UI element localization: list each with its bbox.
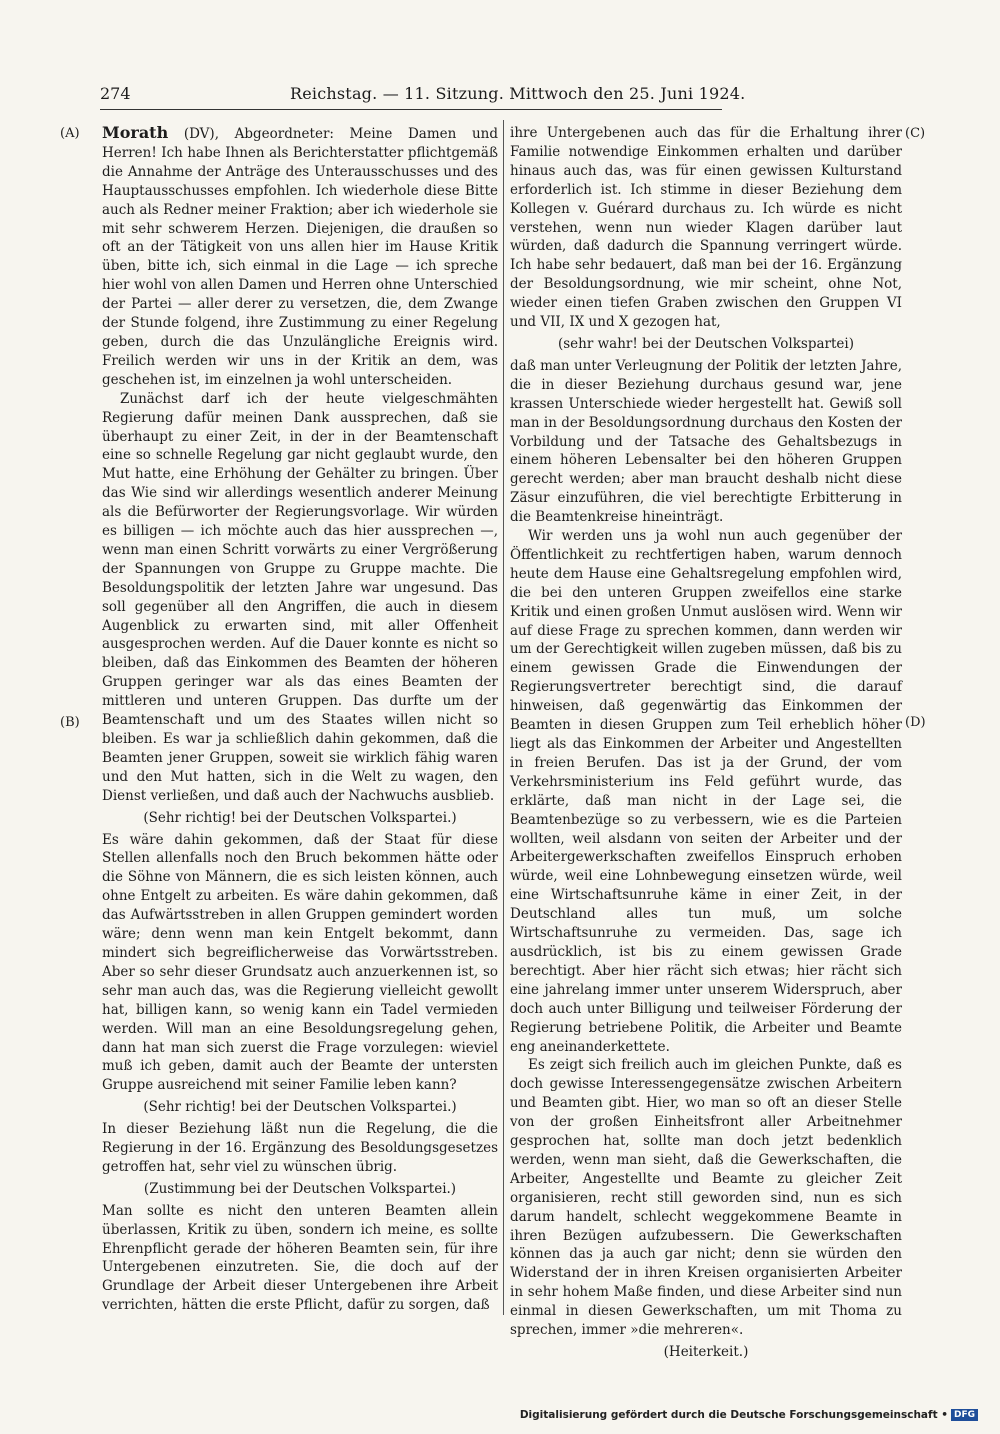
dfg-logo: DFG — [951, 1409, 978, 1421]
interjection: (Heiterkeit.) — [663, 1344, 749, 1360]
margin-marker-d: (D) — [905, 715, 926, 730]
speech-paragraph: Man sollte es nicht den unteren Beamten allein überlassen, Kritik zu üben, sondern ich meine, es sollte Ehrenpflicht gerade der höheren Beamten sein, für ihre Untergebenen einzutreten. Sie, die doch auf der Grundlage der Arbeit dieser Untergebenen ihre Arbeit verrichten, hätten die erste Pflicht, dafür zu sorgen, daß — [102, 1202, 498, 1314]
interjection: (Sehr richtig! bei der Deutschen Volkspartei.) — [143, 1099, 457, 1116]
page-number: 274 — [100, 84, 131, 103]
speech-paragraph: ihre Untergebenen auch das für die Erhaltung ihrer Familie notwendige Einkommen erhalten und darüber hinaus auch das, was für einen gewissen Kulturstand erforderlich ist. Ich stimme in dieser Beziehung dem Kollegen v. Guérard durchaus zu. Ich würde es nicht verstehen, wenn nun wieder Klagen darüber laut würden, daß dadurch die Spannung verringert würde. Ich habe sehr bedauert, daß man bei der 16. Ergänzung der Besoldungsordnung, wie mir scheint, ohne Not, wieder einen tiefen Graben zwischen den Gruppen VI und VII, IX und X gezogen hat, — [510, 125, 902, 331]
interjection: (Sehr richtig! bei der Deutschen Volkspartei.) — [143, 809, 457, 826]
left-column — [102, 124, 498, 1315]
speech-paragraph: Zunächst darf ich der heute vielgeschmähten Regierung dafür meinen Dank aussprechen, daß sie überhaupt zu einer Zeit, in der in der Beamtenschaft eine so schnelle Regelung gar nicht geglaubt wurde, den Mut hatte, eine Erhöhung der Gehälter zu bringen. Über das Wie sind wir allerdings wesentlich anderer Meinung als die Befürworter der Regierungsvorlage. Wir würden es billigen — ich möchte auch das hier aussprechen —, wenn man einen Schritt vorwärts zu einer Vergrößerung der Spannungen von Gruppe zu Gruppe machte. Die Besoldungspolitik der letzten Jahre war ungesund. Das soll gegenüber all den Angriffen, die auch in diesem Augenblick zu erwarten sind, mit aller Offenheit ausgesprochen werden. Auf die Dauer konnte es nicht so bleiben, daß das Einkommen des Beamten der höheren Gruppen geringer war als das eines Beamten der mittleren und unteren Gruppen. Das durfte um der Beamtenschaft und um des Staates willen nicht so bleiben. Es war ja schließlich dahin gekommen, daß die Beamten jener Gruppen, soweit sie wirklich fähig waren und den Mut hatten, sich in die Welt zu wagen, den Dienst verließen, und daß auch der Nachwuchs ausblieb. — [102, 390, 498, 804]
margin-marker-a: (A) — [60, 126, 80, 141]
speech-paragraph: Es wäre dahin gekommen, daß der Staat für diese Stellen allenfalls noch den Bruch bekommen hätte oder die Söhne von Männern, die es sich leisten können, auch ohne Entgelt zu arbeiten. Es wäre dahin gekommen, daß das Aufwärtsstreben in allen Gruppen gemindert worden wäre; denn wenn man kein Entgelt bekommt, dann mindert sich begreiflicherweise das Vorwärtsstreben. Aber so sehr dieser Grundsatz auch anzuerkennen ist, so sehr man auch das, was die Regierung vielleicht gewollt hat, billigen kann, so wenig kann ein Tadel vermieden werden. Will man an eine Besoldungsregelung gehen, dann hat man sich zuerst die Frage vorzulegen: wieviel muß ich geben, damit auch der Beamte der untersten Gruppe ausreichend mit seiner Familie leben kann? — [102, 831, 498, 1094]
footer-credit — [520, 1409, 978, 1421]
speech-paragraph: daß man unter Verleugnung der Politik der letzten Jahre, die in dieser Beziehung durchaus gesund war, jene krassen Unterschiede wieder hergestellt hat. Gewiß soll man in der Besoldungsordnung durchaus den Kosten der Vorbildung und der Tatsache des Gehaltsbezugs in einem höheren Lebensalter bei den höheren Gruppen gerecht werden; aber man braucht deshalb nicht diese Zäsur einzuführen, die viel berechtigte Erbitterung in die Beamtenkreise hineinträgt. — [510, 357, 902, 526]
margin-marker-b: (B) — [60, 715, 80, 730]
speech-paragraph: In dieser Beziehung läßt nun die Regelung, die die Regierung in der 16. Ergänzung des Besoldungsgesetzes getroffen hat, sehr viel zu wünschen übrig. — [102, 1121, 498, 1175]
margin-marker-c: (C) — [905, 126, 926, 141]
column-divider — [503, 120, 504, 1315]
speech-paragraph: Wir werden uns ja wohl nun auch gegenüber der Öffentlichkeit zu rechtfertigen haben, warum dennoch heute dem Hause eine Gehaltsregelung empfohlen wird, die bei den unteren Gruppen zweifellos eine starke Kritik und einen großen Unmut auslösen wird. Wenn wir auf diese Frage zu sprechen kommen, dann werden wir um der Gerechtigkeit willen zugeben müssen, daß bis zu einem gewissen Grade die Einwendungen der Regierungsvertreter berechtigt sind, die darauf hinweisen, daß gegenwärtig das Einkommen der Beamten in diesen Gruppen zum Teil erheblich höher liegt als das Einkommen der Arbeiter und Angestellten in freien Berufen. Das ist ja der Grund, der vom Verkehrsministerium ins Feld geführt wurde, das erklärte, daß man nicht in der Lage sei, die Beamtenbezüge so zu verbessern, wie es die Parteien wollten, weil alsdann von seiten der Arbeiter und der Arbeitergewerkschaften zweifellos Einspruch erhoben würde, weil eine Lohnbewegung einsetzen würde, weil eine Wirtschaftsunruhe käme in einer Zeit, in der Deutschland alles tun muß, um solche Wirtschaftsunruhe zu vermeiden. Das, sage ich ausdrücklich, ist bis zu einem gewissen Grade berechtigt. Aber hier rächt sich etwas; hier rächt sich eine jahrelang immer unter unserem Widerspruch, aber doch auch unter Billigung und teilweiser Förderung der Regierung betriebene Politik, die Arbeiter und Beamte eng aneinanderkettete. — [510, 528, 902, 1055]
right-column — [510, 124, 902, 1365]
interjection: (sehr wahr! bei der Deutschen Volkspartei) — [557, 335, 854, 352]
speaker-name: Morath — [102, 123, 169, 142]
interjection: (Zustimmung bei der Deutschen Volkspartei.) — [143, 1180, 457, 1197]
header-rule — [100, 109, 722, 110]
footer-text: Digitalisierung gefördert durch die Deutsche Forschungsgemeinschaft • — [519, 1409, 948, 1421]
speech-paragraph: Es zeigt sich freilich auch im gleichen Punkte, daß es doch gewisse Interessengegensätze zwischen Arbeitern und Beamten gibt. Hier, wo man so oft an dieser Stelle von der großen Einheitsfront aller Arbeitnehmer gesprochen hat, sollte man doch jetzt bedenklich werden, wenn man sieht, daß die Gewerkschaften, die Arbeiter, Angestellte und Beamte zu gleicher Zeit organisieren, recht still geworden sind, nun es sich darum handelt, schlecht weggekommene Beamte in ihren Bezügen aufzubessern. Die Gewerkschaften können das ja auch gar nicht; denn sie würden den Widerstand der in ihren Kreisen organisierten Arbeiter in sehr hohem Maße finden, und diese Arbeiter sind nun einmal in diesen Gewerkschaften, um mit Thoma zu sprechen, immer »die mehreren«. — [510, 1057, 902, 1339]
speech-paragraph: Morath (DV), Abgeordneter: Meine Damen und Herren! Ich habe Ihnen als Berichterstatter pflichtgemäß die Annahme der Anträge des Unterausschusses und des Hauptausschusses empfohlen. Ich wiederhole diese Bitte auch als Redner meiner Fraktion; aber ich wiederhole sie mit sehr schwerem Herzen. Diejenigen, die draußen so oft an der Tätigkeit von uns allen hier im Hause Kritik üben, bitte ich, sich einmal in die Lage — ich spreche hier wohl von allen Damen und Herren ohne Unterschied der Partei — aller derer zu versetzen, die, dem Zwange der Stunde folgend, ihre Zustimmung zu einer Regelung geben, durch die das Unzulängliche Ereignis wird. Freilich werden wir uns in der Kritik an dem, was geschehen ist, im einzelnen ja wohl unterscheiden. — [102, 123, 498, 388]
running-head: Reichstag. — 11. Sitzung. Mittwoch den 25. Juni 1924. — [290, 84, 746, 103]
page-header — [100, 84, 746, 108]
